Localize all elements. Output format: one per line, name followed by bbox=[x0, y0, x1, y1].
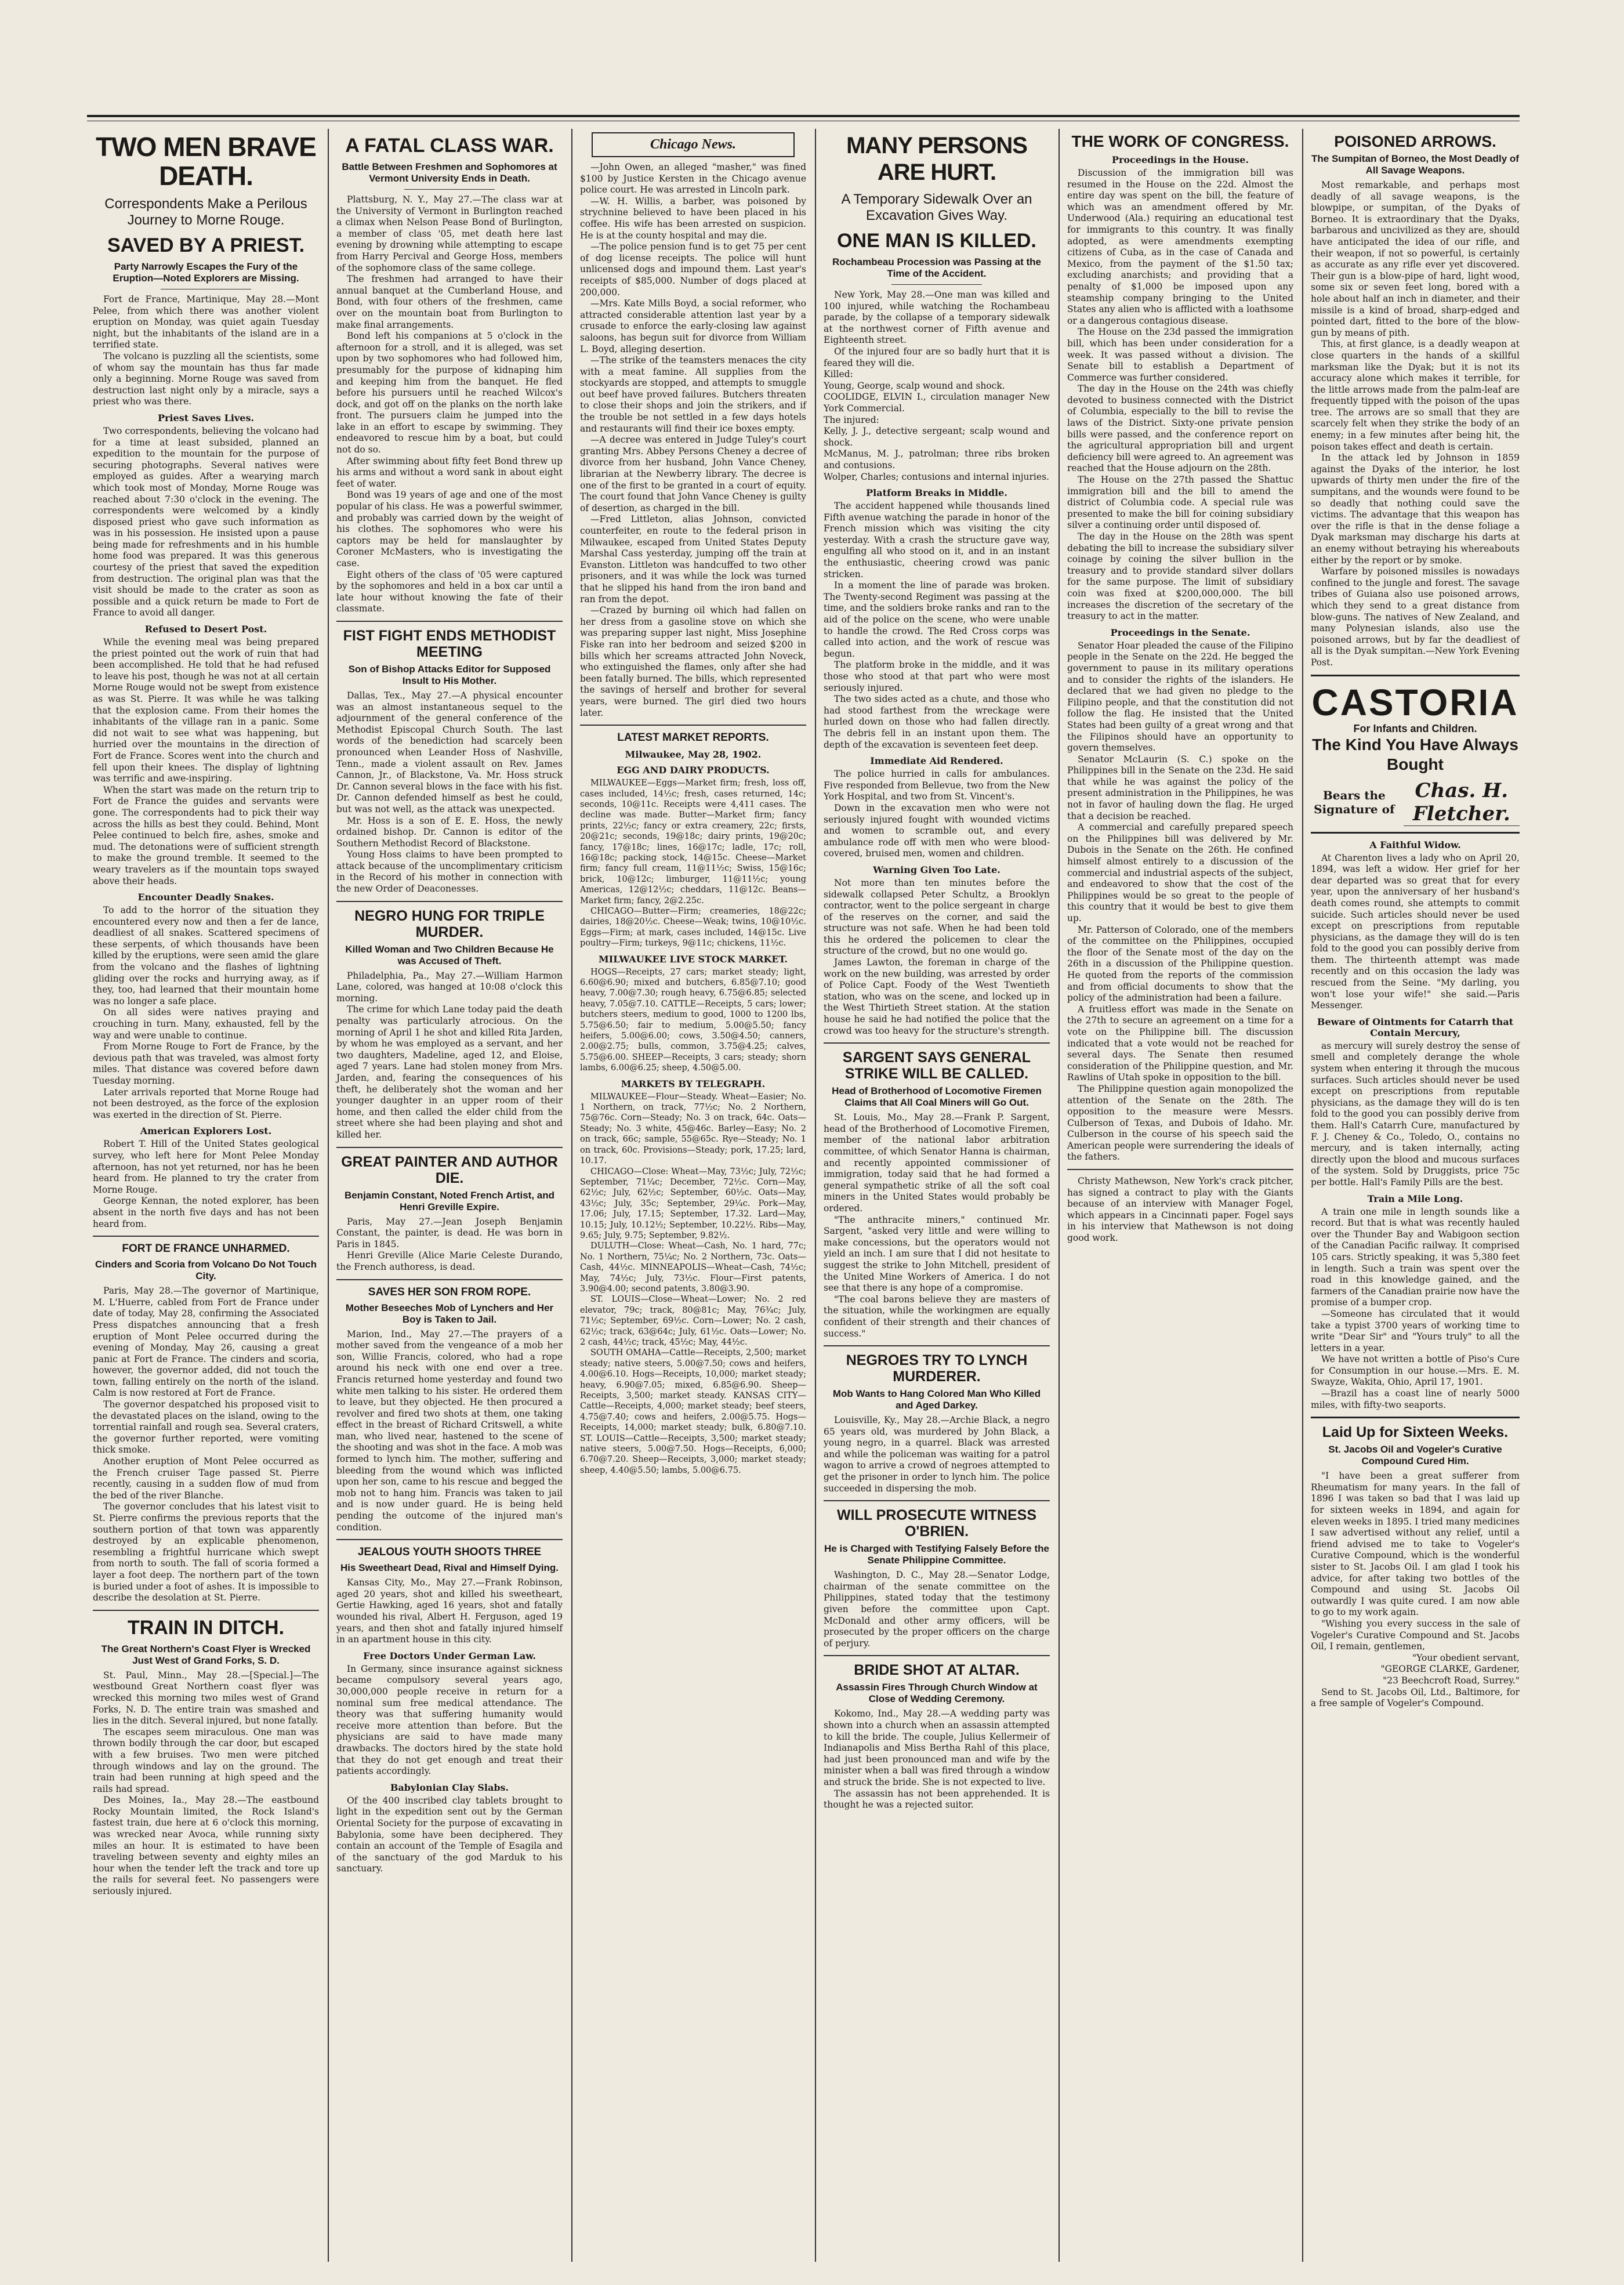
subheading: Proceedings in the Senate. bbox=[1110, 627, 1250, 638]
subheading: American Explorers Lost. bbox=[140, 1125, 272, 1137]
separator bbox=[336, 1539, 563, 1540]
deck: Benjamin Constant, Noted French Artist, and Henri Greville Expire. bbox=[344, 1189, 555, 1212]
paragraph: A fruitless effort was made in the Senate on the 27th to secure an agreement on a time for a vote on the Philippine bill. The discussion indicated that a vote would not be reached for several days. The Senate then resumed consideration of the Philippine question, and Mr. Rawlins of Utah spoke in opposition to the bill. bbox=[1067, 1004, 1293, 1083]
paragraph: At Charenton lives a lady who on April 20, 1894, was left a widow. Her grief for her dear departed was so great that for every year, upon the anniversary of her husband's death comes round, she attempts to commit suicide. Such articles should never be used except on prescriptions from reputable physicians, as the damage they will do is ten fold to the good you can possibly derive from them. The thirteenth attempt was made recently and on this occasion the lady was rescued from the Seine. "My darling, you won't lose your wife!" she said.—Paris Messenger. bbox=[1311, 852, 1520, 1011]
headline: POISONED ARROWS. bbox=[1334, 133, 1496, 150]
paragraph: Marion, Ind., May 27.—The prayers of a mother saved from the vengeance of a mob her son, Willie Francis, colored, who had a rope around his neck with one end over a tree. Francis returned home yesterday and found two white men talking to his sister. He ordered them to leave, but they objected. He then procured a revolver and fired two shots at them, one taking effect in the breast of Richard Critswell, a white man, who lived near, hastened to the scene of the shooting and was shot in the face. A mob was formed to lynch him. The mother, suffering and bleeding from the wound which was inflicted upon her son, came to his rescue and begged the mob not to hang him. Francis was taken to jail and is now under guard. He is being held pending the outcome of the injured man's condition. bbox=[336, 1328, 563, 1533]
list-item: Kelly, J. J., detective sergeant; scalp wound and shock. bbox=[824, 426, 1050, 448]
deck: St. Jacobs Oil and Vogeler's Curative Compound Cured Him. bbox=[1328, 1444, 1502, 1467]
subheading: MILWAUKEE LIVE STOCK MARKET. bbox=[599, 953, 788, 965]
paragraph: The police hurried in calls for ambulances. Five responded from Bellevue, two from the New York Hospital, and two from St. Vincent's. bbox=[824, 769, 1050, 802]
list-item: The injured: bbox=[824, 414, 879, 425]
subheading: Warning Given Too Late. bbox=[873, 864, 1000, 875]
separator bbox=[93, 1236, 319, 1237]
headline: SAVES HER SON FROM ROPE. bbox=[368, 1285, 531, 1298]
paragraph: The escapes seem miraculous. One man was thrown bodily through the car door, but escaped with a few bruises. Two men were pitched through windows and lay on the ground. The train had been running at high speed and the rails had spread. bbox=[93, 1726, 319, 1794]
market-report: DULUTH—Close: Wheat—Cash, No. 1 hard, 77c; No. 1 Northern, 75¼c; No. 2 Northern, 73c. Oats—Cash, 44½c. MINNEAPOLIS—Wheat—Cash, 74½c; May, 74½c; July, 73½c. Flour—First patents, 3.90@4.00; second patents, 3.80@3.90. bbox=[580, 1241, 806, 1294]
subheading: Encounter Deadly Snakes. bbox=[137, 892, 274, 903]
headline: NEGROES TRY TO LYNCH MURDERER. bbox=[846, 1352, 1028, 1385]
paragraph: Eight others of the class of '05 were captured by the sophomores and held in a box car until a late hour without knowing the fate of their classmate. bbox=[336, 569, 563, 614]
paragraph: Young Hoss claims to have been prompted to attack because of the uncomplimentary criticism in the Record of his mother in connection with the new Order of Deaconesses. bbox=[336, 849, 563, 895]
headline: SAVED BY A PRIEST. bbox=[107, 234, 305, 256]
separator bbox=[1311, 832, 1520, 834]
paragraph: Louisville, Ky., May 28.—Archie Black, a negro 65 years old, was murdered by John Black, a young negro, in a quarrel. Black was arrested and while the policeman was waiting for a patrol wagon to arrive a crowd of negroes attempted to get the prisoner in order to lynch him. The police succeeded in dispersing the mob. bbox=[824, 1415, 1050, 1494]
column-divider bbox=[1302, 129, 1303, 2262]
paragraph: The volcano is puzzling all the scientists, some of whom say the mountain has thus far made only a beginning. Morne Rouge was saved from destruction last night only by a miracle, says a priest who was there. bbox=[93, 350, 319, 407]
separator bbox=[891, 284, 982, 285]
headline: WILL PROSECUTE WITNESS O'BRIEN. bbox=[837, 1507, 1036, 1540]
deck: Rochambeau Procession was Passing at the Time of the Accident. bbox=[832, 256, 1041, 279]
ad-bears-label: Bears the Signature of bbox=[1314, 788, 1395, 817]
paragraph: Send to St. Jacobs Oil, Ltd., Baltimore, for a free sample of Vogeler's Compound. bbox=[1311, 1686, 1520, 1709]
market-report: CHICAGO—Close: Wheat—May, 73½c; July, 72½c; September, 71¼c; December, 72½c. Corn—May, 62½c; July, 62½c; September, 60½c. Oats—May, 43½c; July, 35c; September, 29¼c. Pork—May, 17.06; July, 17.15; September, 17.32. Lard—May, 10.15; July, 10.12½; September, 10.22½. Ribs—May, 9.65; July, 9.75; September, 9.82½. bbox=[580, 1167, 806, 1240]
separator bbox=[336, 621, 563, 622]
paragraph: Bond left his companions at 5 o'clock in the afternoon for a stroll, and it is alleged, was set upon by two sophomores who had followed him, presumably for the purpose of kidnaping him and keeping him from the banquet. He fled before his pursuers until he reached Wilcox's dock, and got off on the planks on the north lake front. The pursuers claim he jumped into the lake in an effort to escape by swimming. They endeavored to rescue him by a boat, but could not do so. bbox=[336, 331, 563, 455]
deck: The Sumpitan of Borneo, the Most Deadly of All Savage Weapons. bbox=[1311, 153, 1519, 176]
paragraph: Most remarkable, and perhaps most deadly of all savage weapons, is the blowpipe, or sumpitan, of the Dyaks of Borneo. It is extraordinary that the Dyaks, barbarous and uncivilized as they are, should have anticipated the idea of our rifle, and their weapon, if not so powerful, is certainly as accurate as any rifle ever yet discovered. Their gun is a blow-pipe of hard, light wood, some six or seven feet long, bored with a hole about half an inch in diameter, and their missile is a kind of broad, sharp-edged and pointed dart, fitted to the bore of the blow-gun by means of pith. bbox=[1311, 180, 1520, 338]
separator bbox=[824, 1345, 1050, 1346]
ad-title: CASTORIA bbox=[1311, 681, 1519, 723]
separator bbox=[336, 901, 563, 902]
paragraph: The accident happened while thousands lined Fifth avenue watching the parade in honor of the French mission which was visiting the city yesterday. With a crash the structure gave way, engulfing all who stood on it, and in an instant the enthusiastic, cheering crowd was panic stricken. bbox=[824, 501, 1050, 580]
signature-line: "Your obedient servant, bbox=[1412, 1652, 1520, 1663]
deck: Mother Beseeches Mob of Lynchers and Her Boy is Taken to Jail. bbox=[345, 1302, 554, 1325]
paragraph: A commercial and carefully prepared speech on the Philippines bill was delivered by Mr. Dubois in the Senate on the 26th. He confined himself almost entirely to a discussion of the commercial and industrial aspects of the subject, and endeavored to show that the cost of the Philippines would be so great to the people of this country that it would be best to give them up. bbox=[1067, 822, 1293, 924]
list-item: McManus, M. J., patrolman; three ribs broken and contusions. bbox=[824, 448, 1050, 470]
subheading: Proceedings in the House. bbox=[1111, 154, 1249, 165]
paragraph: The freshmen had arranged to have their annual banquet at the Cumberland House, and Bond, with four others of the freshmen, came over on the mountain boat from Burlington to make final arrangements. bbox=[336, 274, 563, 330]
deck: Mob Wants to Hang Colored Man Who Killed and Aged Darkey. bbox=[832, 1388, 1041, 1411]
paragraph: St. Louis, Mo., May 28.—Frank P. Sargent, head of the Brotherhood of Locomotive Firemen, member of the national labor arbitration committee, of which Senator Hanna is chairman, and recently appointed commissioner of immigration, today said that he had formed a general sympathetic strike of all the soft coal miners in the United States would probably be ordered. bbox=[824, 1112, 1050, 1214]
subheading: Train a Mile Long. bbox=[1367, 1193, 1463, 1204]
list-item: Young, George, scalp wound and shock. bbox=[824, 380, 1005, 391]
deck: Cinders and Scoria from Volcano Do Not Touch City. bbox=[95, 1259, 317, 1282]
headline: FIST FIGHT ENDS METHODIST MEETING bbox=[343, 627, 556, 660]
subheading: Platform Breaks in Middle. bbox=[866, 487, 1007, 499]
paragraph: —Someone has circulated that it would take a typist 3700 years of working time to write "Dear Sir" and "Yours truly" to all the letters in a year. bbox=[1311, 1308, 1520, 1353]
paragraph: New York, May 28.—One man was killed and 100 injured, while watching the Rochambeau parade, by the collapse of a temporary sidewalk at the northwest corner of Fifth avenue and Eighteenth street. bbox=[824, 289, 1050, 346]
ad-line: The Kind You Have Always Bought bbox=[1312, 735, 1518, 773]
headline: LATEST MARKET REPORTS. bbox=[617, 732, 769, 744]
paragraph: Washington, D. C., May 28.—Senator Lodge, chairman of the senate committee on the Philippines, stated today that the testimony given before the committee upon Capt. McDonald and other army officers, will be prosecuted by the proper officers on the charge of perjury. bbox=[824, 1570, 1050, 1649]
paragraph: James Lawton, the foreman in charge of the work on the new building, was arrested by order of Police Capt. Foody of the West Twentieth station, who was on the scene, and locked up in the West Thirtieth Street station. At the station house he said he had notified the police that the crowd was too heavy for the structure's strength. bbox=[824, 957, 1050, 1036]
subheading: Babylonian Clay Slabs. bbox=[390, 1781, 509, 1793]
paragraph: George Kennan, the noted explorer, has been absent in the north five days and has not been heard from. bbox=[93, 1196, 319, 1229]
paragraph: In Germany, since insurance against sickness became compulsory several years ago, 30,000,000 people receive in return for a nominal sum free medical attendance. The theory was that suffering humanity would receive more attention than before. But the physicians are said to have made many drawbacks. The doctors hired by the state hold that they do not get enough and treat their patients accordingly. bbox=[336, 1663, 563, 1777]
column-4 bbox=[818, 129, 1056, 2262]
headline: GREAT PAINTER AND AUTHOR DIE. bbox=[341, 1153, 558, 1186]
paragraph: The House on the 27th passed the Shattuc immigration bill and the bill to amend the district of Columbia code. A special rule was presented to make the bill for coining subsidiary silver a continuing order until disposed of. bbox=[1067, 475, 1293, 531]
subheading: EGG AND DAIRY PRODUCTS. bbox=[617, 765, 770, 776]
headline: JEALOUS YOUTH SHOOTS THREE bbox=[357, 1546, 542, 1559]
column-1 bbox=[87, 129, 325, 2262]
headline: TWO MEN BRAVE DEATH. bbox=[96, 132, 316, 191]
column-divider bbox=[815, 129, 816, 2262]
paragraph: The assassin has not been apprehended. It is thought he was a rejected suitor. bbox=[824, 1788, 1050, 1810]
paragraph: Bond was 19 years of age and one of the most popular of his class. He was a powerful swimmer, and probably was carried down by the weight of his clothes. The sophomores who were his captors may be held for manslaughter by Coroner McMasters, who is investigating the case. bbox=[336, 490, 563, 568]
separator bbox=[336, 1147, 563, 1148]
paragraph: Des Moines, Ia., May 28.—The eastbound Rocky Mountain limited, the Rock Island's fastest train, due here at 6 o'clock this morning, was wrecked near Avoca, while running sixty miles an hour. It is estimated to have been traveling between seventy and eighty miles an hour when the tender left the track and tore up the rails for several feet. No passengers were seriously injured. bbox=[93, 1795, 319, 1897]
paragraph: Of the 400 inscribed clay tablets brought to light in the expedition sent out by the German Oriental Society for the purpose of excavating in Babylonia, some have been deciphered. They contain an account of the Temple of Esagila and of the sanctuary of the god Marduk to his sanctuary. bbox=[336, 1795, 563, 1874]
headline: TRAIN IN DITCH. bbox=[127, 1616, 285, 1639]
deck: Correspondents Make a Perilous Journey to Morne Rouge. bbox=[104, 196, 307, 228]
subheading: Free Doctors Under German Law. bbox=[363, 1650, 536, 1661]
headline: MANY PERSONS ARE HURT. bbox=[846, 133, 1027, 185]
paragraph: as mercury will surely destroy the sense of smell and completely derange the whole system when entering it through the mucous surfaces. Such articles should never be used except on prescriptions from reputable physicians, as the damage they will do is ten fold to the good you can possibly derive from them. Hall's Catarrh Cure, manufactured by F. J. Cheney & Co., Toledo, O., contains no mercury, and is taken internally, acting directly upon the blood and mucous surfaces of the system. Sold by Druggists, price 75c per bottle. Hall's Family Pills are the best. bbox=[1311, 1040, 1520, 1187]
subheading: Immediate Aid Rendered. bbox=[870, 755, 1003, 767]
paragraph: After swimming about fifty feet Bond threw up his arms and without a word sank in about eight feet of water. bbox=[336, 455, 563, 489]
paragraph: Mr. Patterson of Colorado, one of the members of the committee on the Philippines, occupied the floor of the Senate most of the day on the 26th in a discussion of the Philippine question. He quoted from the reports of the commission and from official documents to show that the policy of the administration had been a failure. bbox=[1067, 924, 1293, 1004]
headline: BRIDE SHOT AT ALTAR. bbox=[854, 1662, 1020, 1679]
deck: Killed Woman and Two Children Because He was Accused of Theft. bbox=[345, 943, 554, 966]
headline: Laid Up for Sixteen Weeks. bbox=[1322, 1424, 1509, 1441]
headline: NEGRO HUNG FOR TRIPLE MURDER. bbox=[354, 907, 545, 940]
paragraph: A train one mile in length sounds like a record. But that is what was recently hauled over the Thunder Bay and Wabigoon section of the Canadian Pacific railway. It comprised 105 cars. Strictly speaking, it was 5,380 feet in length. Such a train was spent over the road in this knowledge gained, and the farmers of the Canadian prairie now have the promise of a bumper crop. bbox=[1311, 1206, 1520, 1308]
paragraph: Not more than ten minutes before the sidewalk collapsed Peter Schultz, a Brooklyn contractor, went to the police sergeant in charge of the reserves on the corner, and said the structure was not safe. When he had been told this he ordered the policemen to clear the structure of the crowd, but no one would go. bbox=[824, 877, 1050, 957]
paragraph: In the attack led by Johnson in 1859 against the Dyaks of the interior, he lost upwards of thirty men under the fire of the sumpitans, and the wounds were found to be so deadly that nothing could save the victims. The advantage that this weapon has over the rifle is that in the dense foliage a Dyak marksman may discharge his darts at an enemy without betraying his whereabouts either by the report or by smoke. bbox=[1311, 452, 1520, 566]
paragraph: Philadelphia, Pa., May 27.—William Harmon Lane, colored, was hanged at 10:08 o'clock this morning. bbox=[336, 970, 563, 1004]
deck: Assassin Fires Through Church Window at Close of Wedding Ceremony. bbox=[836, 1682, 1038, 1705]
paragraph: While the evening meal was being prepared the priest pointed out the work of ruin that had been accomplished. He told that he had refused to leave his post, though he was not at all certain Morne Rouge would not be swept from existence as was St. Pierre. It was while he was talking that the explosion came. From their homes the inhabitants of the village ran in a panic. Some did not wait to see what was happening, but hurried over the mountains in the direction of Fort de France. Scores went into the church and fell upon their knees. The display of lightning was terrific and awe-inspiring. bbox=[93, 637, 319, 784]
deck: His Sweetheart Dead, Rival and Himself Dying. bbox=[340, 1562, 559, 1574]
paragraph: The day in the House on the 28th was spent debating the bill to increase the subsidiary silver coinage by coining the silver bullion in the treasury and to provide standard silver dollars for the same purpose. The limit of subsidiary coin was fixed at $200,000,000. The bill increases the discretion of the secretary of the treasury to act in the matter. bbox=[1067, 531, 1293, 622]
paragraph: Warfare by poisoned missiles is nowadays confined to the jungle and forest. The savage tribes of Guiana also use poisoned arrows, which they send to a great distance from blow-guns. The natives of New Zealand, and many Polynesian islands, also use the poisoned arrows, but by far the deadliest of all is the Dyak sumpitan.—New York Evening Post. bbox=[1311, 566, 1520, 668]
list-item: Wolper, Charles; contusions and internal injuries. bbox=[824, 471, 1049, 482]
paragraph: The governor despatched his proposed visit to the devastated places on the island, owing to the torrential rainfall and rough sea. Several craters, the governor further reported, were vomiting thick smoke. bbox=[93, 1399, 319, 1455]
paragraph: The day in the House on the 24th was chiefly devoted to business connected with the District of Columbia, especially to the bill to revise the laws of the District. Sixty-one private pension bills were passed, and the conference report on the agricultural appropriation bill and urgent deficiency bill were agreed to. An agreement was reached that the House adjourn on the 28th. bbox=[1067, 383, 1293, 474]
paragraph: Two correspondents, believing the volcano had for a time at least subsided, planned an expedition to the mountain for the purpose of securing photographs. Several natives were employed as guides. After a wearying march which took most of Monday, Morne Rouge was reached about 7:30 o'clock in the evening. The correspondents were welcomed by a kindly disposed priest who gave such information as was in his possession. He insisted upon a pause being made for refreshments and in his humble home food was prepared. It was this generous courtesy of the priest that saved the expedition from destruction. The original plan was that the visit should be made to the crater as soon as possible and a quick return be made to Fort de France to avoid all danger. bbox=[93, 425, 319, 618]
paragraph: Robert T. Hill of the United States geological survey, who left here for Mont Pelee Monday afternoon, has not yet returned, nor has he been heard from. He planned to try the crater from Morne Rouge. bbox=[93, 1139, 319, 1195]
paragraph: The House on the 23d passed the immigration bill, which has been under consideration for a week. It was passed without a division. The Senate bill to establish a Department of Commerce was further considered. bbox=[1067, 327, 1293, 383]
market-report: MILWAUKEE—Eggs—Market firm; fresh, loss off, cases included, 14½c; fresh, cases returned, 14c; seconds, 10@11c. Receipts were 4,411 cases. The decline was made. Butter—Market firm; fancy prints, 22½c; fancy or extra creamery, 22c; firsts, 20@21c; seconds, 19@18c; dairy prints, 19@20c; fancy, 17@18c; lines, 16@17c; ladle, 17c; roll, 16@18c; packing stock, 14@15c. Cheese—Market firm; fancy full cream, 11@11½c; Swiss, 15@16c; brick, 10@12c; limburger, 11@11½c; young Americas, 12@12½c; cheddars, 11@12c. Beans—Market firm; fancy, 2@2.25c. bbox=[580, 778, 806, 906]
paragraph: —A decree was entered in Judge Tuley's court granting Mrs. Abbey Persons Cheney a decree of divorce from her husband, John Vance Cheney, librarian at the Newberry library. The decree is one of the first to be granted in a court of equity. The court found that John Vance Cheney is guilty of desertion, as charged in the bill. bbox=[580, 434, 806, 513]
subheading: A Faithful Widow. bbox=[1369, 839, 1461, 850]
castoria-advertisement bbox=[1311, 682, 1520, 826]
separator bbox=[1311, 675, 1520, 676]
list-item: COOLIDGE, ELVIN I., circulation manager New York Commercial. bbox=[824, 392, 1050, 414]
paragraph: Kansas City, Mo., May 27.—Frank Robinson, aged 20 years, shot and killed his sweetheart, Gertie Hawking, aged 16 years, shot and fatally wounded his rival, Albert H. Ferguson, aged 19 years, and then shot and fatally injured himself in an apartment house in this city. bbox=[336, 1577, 563, 1645]
section-banner: Chicago News. bbox=[592, 132, 795, 157]
paragraph: —The strike of the teamsters menaces the city with a meat famine. All supplies from the stockyards are stopped, and attempts to smuggle out beef have proved failures. Butchers threaten to close their shops and join the strikers, and if the trouble be not settled in a few days hotels and restaurants will find their ice boxes empty. bbox=[580, 355, 806, 434]
ad-signature-row bbox=[1311, 779, 1520, 826]
paragraph: Plattsburg, N. Y., May 27.—The class war at the University of Vermont in Burlington reached a climax when Nelson Pease Bond of Burlington, a member of class '05, met death here last evening by drowning while attempting to escape from Harry Percival and George Hoss, members of the sophomore class of the same college. bbox=[336, 194, 563, 273]
paragraph: Down in the excavation men who were not seriously injured fought with wounded victims and women to scramble out, and every ambulance rode off with men who were blood-covered, bruised men, women and children. bbox=[824, 802, 1050, 859]
paragraph: —W. H. Willis, a barber, was poisoned by strychnine believed to have been placed in his coffee. His wife has been arrested on suspicion. He is at the county hospital and may die. bbox=[580, 195, 806, 241]
paragraph: Fort de France, Martinique, May 28.—Mont Pelee, from which there was another violent eruption on Monday, was quiet again Tuesday night, but the inhabitants of the island are in a terrified state. bbox=[93, 294, 319, 350]
deck: The Great Northern's Coast Flyer is Wrecked Just West of Grand Forks, S. D. bbox=[101, 1643, 311, 1666]
paragraph: —The police pension fund is to get 75 per cent of dog license receipts. The police will hunt unlicensed dogs and impound them. Last year's receipts of $85,000. Number of dogs placed at 200,000. bbox=[580, 241, 806, 298]
subheading: MARKETS BY TELEGRAPH. bbox=[621, 1078, 766, 1089]
paragraph: Mr. Hoss is a son of E. E. Hoss, the newly ordained bishop. Dr. Cannon is editor of the Southern Methodist Record of Blackstone. bbox=[336, 815, 563, 849]
paragraph: From Morne Rouge to Fort de France, by the devious path that was traveled, was almost forty miles. That distance was covered before dawn Tuesday morning. bbox=[93, 1041, 319, 1086]
masthead-rule bbox=[87, 115, 1520, 121]
paragraph: The crime for which Lane today paid the death penalty was particularly atrocious. On the morning of April 1 he shot and killed Rita Jarden, by whom he was employed as a servant, and her two daughters, Madeline, aged 12, and Eloise, aged 7 years. Lane had stolen money from Mrs. Jarden, and, fearing the consequences of his theft, he deliberately shot the woman and her younger daughter in an upper room of their home, and then called the elder child from the street where she had been playing and shot and killed her. bbox=[336, 1004, 563, 1140]
deck: Party Narrowly Escapes the Fury of the Eruption—Noted Explorers are Missing. bbox=[113, 261, 299, 284]
paragraph: On all sides were natives praying and crouching in turn. Many, exhausted, fell by the way and were unable to continue. bbox=[93, 1007, 319, 1041]
paragraph: —Fred Littleton, alias Johnson, convicted counterfeiter, en route to the federal prison in Milwaukee, escaped from United States Deputy Marshal Cass yesterday, jumping off the train at Evanston. Littleton was handcuffed to two other prisoners, and it was while the lock was turned that he slipped his hand from the iron band and ran from the depot. bbox=[580, 514, 806, 604]
subheading: Refused to Desert Post. bbox=[144, 624, 267, 635]
paragraph: Christy Mathewson, New York's crack pitcher, has signed a contract to play with the Giants because of an interview with Manager Fogel, which appears in a Cincinnati paper. Fogel says in his interview that Mathewson is not doing good work. bbox=[1067, 1176, 1293, 1244]
separator bbox=[580, 725, 806, 726]
paragraph: Of the injured four are so badly hurt that it is feared they will die. bbox=[824, 346, 1050, 368]
market-report: SOUTH OMAHA—Cattle—Receipts, 2,500; market steady; native steers, 5.00@7.50; cows and heifers, 4.00@6.10. Hogs—Receipts, 10,000; market steady; heavy, 6.90@7.05; mixed, 6.85@6.90. Sheep—Receipts, 3,500; market steady. KANSAS CITY—Cattle—Receipts, 4,000; market steady; beef steers, 4.75@7.40; cows and heifers, 2.00@5.75. Hogs—Receipts, 14,000; market steady; bulk, 6.80@7.10. ST. LOUIS—Cattle—Receipts, 3,500; market steady; native steers, 5.00@7.50. Hogs—Receipts, 6,000; 6.70@7.20. Sheep—Receipts, 3,000; market steady; sheep, 4.40@5.50; lambs, 5.00@6.75. bbox=[580, 1348, 806, 1475]
ad-line: For Infants and Children. bbox=[1353, 722, 1477, 734]
headline: SARGENT SAYS GENERAL STRIKE WILL BE CALLED. bbox=[842, 1049, 1031, 1082]
separator bbox=[824, 1500, 1050, 1501]
signature-line: "23 Beechcroft Road, Surrey." bbox=[1383, 1675, 1520, 1686]
separator bbox=[93, 1610, 319, 1611]
paragraph: Discussion of the immigration bill was resumed in the House on the 22d. Almost the entire day was spent on the bill, the feature of which was an amendment offered by Mr. Underwood (Ala.) requiring an educational test for immigrants to this country. It was finally adopted, as were amendments exempting citizens of Cuba, as in the case of Canada and Mexico, from the payment of the $1.50 tax; excluding anarchists; and providing that a penalty of $1,000 be imposed upon any steamship company bringing to the United States any alien who is afflicted with a loathsome or a dangerous contagious disease. bbox=[1067, 168, 1293, 326]
paragraph: Senator McLaurin (S. C.) spoke on the Philippines bill in the Senate on the 23d. He said that while he was against the policy of the present administration in the Philippines, he was not in favor of hauling down the flag. He urged that a decision be reached. bbox=[1067, 754, 1293, 821]
headline: A FATAL CLASS WAR. bbox=[345, 135, 554, 157]
signature: Chas. H. Fletcher. bbox=[1404, 779, 1520, 826]
column-divider bbox=[571, 129, 572, 2262]
deck: A Temporary Sidewalk Over an Excavation Gives Way. bbox=[841, 191, 1032, 223]
column-5 bbox=[1061, 129, 1299, 2262]
paragraph: —Brazil has a coast line of nearly 5000 miles, with fifty-two seaports. bbox=[1311, 1388, 1520, 1410]
paragraph: Paris, May 28.—The governor of Martinique, M. L'Huerre, cabled from Fort de France under date of today, May 28, confirming the Associated Press dispatches announcing that a fresh eruption of Mont Pelee occurred during the evening of Monday, May 26, causing a great panic at Fort de France. The cinders and scoria, however, the governor added, did not touch the town, falling entirely on the north of the island. Calm is now restored at Fort de France. bbox=[93, 1285, 319, 1399]
deck: Head of Brotherhood of Locomotive Firemen Claims that All Coal Miners will Go Out. bbox=[832, 1085, 1042, 1109]
dateline: Milwaukee, May 28, 1902. bbox=[625, 749, 762, 761]
column-divider bbox=[328, 129, 329, 2262]
deck: He is Charged with Testifying Falsely Before the Senate Philippine Committee. bbox=[824, 1543, 1049, 1566]
paragraph: "The anthracite miners," continued Mr. Sargent, "asked very little and were willing to make concessions, but the operators would not yield an inch. I am sure that I did not hesitate to suggest the strike to John Mitchell, president of the United Mine Workers of America. I do not see that there is any hope of a compromise. bbox=[824, 1214, 1050, 1294]
deck: Battle Between Freshmen and Sophomores at Vermont University Ends in Death. bbox=[342, 161, 557, 184]
paragraph: The Philippine question again monopolized the attention of the Senate on the 28th. The opposition to the measure were Messrs. Culberson of Texas, and Dubois of Idaho. Mr. Culberson in the course of his speech said the American people were surrendering the ideals of the fathers. bbox=[1067, 1083, 1293, 1163]
deck: Son of Bishop Attacks Editor for Supposed Insult to His Mother. bbox=[348, 663, 551, 686]
paragraph: Another eruption of Mont Pelee occurred as the French cruiser Tage passed St. Pierre recently, causing in a sudden flow of mud from the bed of the river Blanche. bbox=[93, 1456, 319, 1501]
separator bbox=[336, 1279, 563, 1280]
paragraph: "I have been a great sufferer from Rheumatism for many years. In the fall of 1896 I was taken so bad that I was laid up for sixteen weeks in 1894, and again for eleven weeks in 1895. I tried many medicines I saw advertised without any relief, until a friend advised me to take to Vogeler's Curative Compound, which is the wonderful sister to St. Jacobs Oil. I am glad I took his advice, for after taking two bottles of the Compound and using St. Jacobs Oil outwardly I was quite cured. I am now able to go to my work again. bbox=[1311, 1471, 1520, 1618]
separator bbox=[824, 1655, 1050, 1656]
paragraph: This, at first glance, is a deadly weapon at close quarters in the hands of a skillful marksman like the Dyak; but it is not its accuracy alone which makes it terrible, for the little arrows made from the palm-leaf are frequently tipped with the poison of the upas tree. The arrows are so small that they are scarcely felt when they strike the body of an enemy; in a few minutes after being hit, the poison takes effect and death is certain. bbox=[1311, 339, 1520, 452]
headline: FORT DE FRANCE UNHARMED. bbox=[122, 1243, 290, 1255]
subheading: Beware of Ointments for Catarrh that Contain Mercury, bbox=[1317, 1016, 1514, 1038]
paragraph: "The coal barons believe they are masters of the situation, while the workingmen are equally confident of their strength and their chances of success." bbox=[824, 1294, 1050, 1339]
market-report: MILWAUKEE—Flour—Steady. Wheat—Easier; No. 1 Northern, on track, 77½c; No. 2 Northern, 75@76c. Corn—Steady; No. 3 on track, 64c. Oats—Steady; No. 3 white, 45@46c. Barley—Easy; No. 2 on track, 66c; sample, 55@65c. Rye—Steady; No. 1 on track, 60c. Provisions—Steady; pork, 17.25; lard, 10.17. bbox=[580, 1092, 806, 1166]
paragraph: Later arrivals reported that Morne Rouge had not been destroyed, as the force of the explosion was exerted in the direction of St. Pierre. bbox=[93, 1087, 319, 1120]
column-divider bbox=[1058, 129, 1060, 2262]
paragraph: In a moment the line of parade was broken. The Twenty-second Regiment was passing at the time, and the soldiers broke ranks and ran to the aid of the police on the scene, who were unable to handle the crowd. The Red Cross corps was called into action, and the work of rescue was begun. bbox=[824, 580, 1050, 659]
paragraph: The governor concludes that his latest visit to St. Pierre confirms the previous reports that the southern portion of that town was apparently destroyed by an explicable phenomenon, resembling a frightful hurricane which swept from north to south. The fall of scoria formed a layer a foot deep. The northern part of the town is buried under a foot of ashes. It is impossible to describe the desolation at St. Pierre. bbox=[93, 1501, 319, 1603]
paragraph: —Mrs. Kate Mills Boyd, a social reformer, who attracted considerable attention last year by a crusade to enforce the early-closing law against saloons, has begun suit for divorce from William L. Boyd, alleging desertion. bbox=[580, 298, 806, 354]
paragraph: —Crazed by burning oil which had fallen on her dress from a gasoline stove on which she was preparing supper last night, Miss Josephine Fiske ran into her bedroom and seized $200 in bills which her screams attracted John Noveck, who extinguished the flames, only after she had been fatally burned. The bills, which represented the savings of herself and brother for several years, were burned. The girl died two hours later. bbox=[580, 605, 806, 718]
paragraph: Paris, May 27.—Jean Joseph Benjamin Constant, the painter, is dead. He was born in Paris in 1845. bbox=[336, 1216, 563, 1250]
separator bbox=[404, 189, 495, 190]
paragraph: —John Owen, an alleged "masher," was fined $100 by Justice Kersten in the Chicago avenue police court. He was arrested in Lincoln park. bbox=[580, 162, 806, 195]
paragraph: We have not written a bottle of Piso's Cure for Consumption in our house.—Mrs. E. M. Swayze, Wakita, Ohio, April 17, 1901. bbox=[1311, 1354, 1520, 1388]
market-report: ST. LOUIS—Close—Wheat—Lower; No. 2 red elevator, 79c; track, 80@81c; May, 76¾c; July, 71½c; September, 69½c. Corn—Lower; No. 2 cash, 62½c; track, 63@64c; July, 61½c. Oats—Lower; No. 2 cash, 44½c; track, 45½c; May, 44½c. bbox=[580, 1295, 806, 1347]
paragraph: The platform broke in the middle, and it was those who stood at that part who were most seriously injured. bbox=[824, 660, 1050, 693]
paragraph: Dallas, Tex., May 27.—A physical encounter was an almost instantaneous sequel to the adjournment of the general conference of the Methodist Episcopal Church South. The last words of the benediction had scarcely been pronounced when Leander Hoss of Nashville, Tenn., made a violent assault on Rev. James Cannon, Jr., of Blackstone, Va. Mr. Hoss struck Dr. Cannon several blows in the face with his fist. Dr. Cannon defended himself as best he could, but was not well, as the attack was unexpected. bbox=[336, 690, 563, 814]
list-item: Killed: bbox=[824, 369, 853, 380]
paragraph: To add to the horror of the situation they encountered every now and then a fer de lance, deadliest of all snakes. Scattered specimens of these serpents, of which thousands have been killed by the eruptions, were seen amid the glare from the volcano and the flashes of lightning gliding over the rocks and hurrying away, as if they, too, had learned that their mountain home was no longer a safe place. bbox=[93, 905, 319, 1006]
subheading: Priest Saves Lives. bbox=[157, 412, 255, 423]
paragraph: When the start was made on the return trip to Fort de France the guides and servants were gone. The correspondents had to pick their way across the hills as best they could. Behind, Mont Pelee continued to belch fire, ashes, smoke and mud. The detonations were of sufficient strength to make the ground tremble. It seemed to the weary travelers as if the mountain tops swayed above their heads. bbox=[93, 784, 319, 886]
column-3 bbox=[574, 129, 812, 2262]
column-6 bbox=[1305, 129, 1525, 2262]
separator bbox=[1067, 1169, 1293, 1170]
paragraph: Senator Hoar pleaded the cause of the Filipino people in the Senate on the 22d. He begged the government to pause in its military operations and to consider the rights of the islanders. He declared that we had given no pledge to the Filipino people, and that the constitution did not follow the flag. He insisted that the United States had been guilty of a great wrong and that the Filipinos should have an opportunity to govern themselves. bbox=[1067, 640, 1293, 754]
paragraph: Kokomo, Ind., May 28.—A wedding party was shown into a church when an assassin attempted to kill the bride. The couple, Julius Kellermeir of Indianapolis and Miss Bertha Rahl of this place, had just been pronounced man and wife by the minister when a ball was fired through a window and struck the bride. She is not expected to live. bbox=[824, 1708, 1050, 1787]
paragraph: The two sides acted as a chute, and those who had stood farthest from the wreckage were hurled down on those who had fallen directly. The debris fell in an instant upon them. The depth of the excavation is seventeen feet deep. bbox=[824, 694, 1050, 750]
signature-line: "GEORGE CLARKE, Gardener, bbox=[1380, 1664, 1520, 1675]
column-2 bbox=[331, 129, 568, 2262]
headline: ONE MAN IS KILLED. bbox=[837, 230, 1036, 252]
paragraph: "Wishing you every success in the sale of Vogeler's Curative Compound and St. Jacobs Oil, I remain, gentlemen, bbox=[1311, 1618, 1520, 1652]
paragraph: St. Paul, Minn., May 28.—[Special.]—The westbound Great Northern coast flyer was wrecked this morning two miles west of Grand Forks, N. D. The entire train was smashed and lies in the ditch. Several injured, but none fatally. bbox=[93, 1670, 319, 1726]
market-report: CHICAGO—Butter—Firm; creameries, 18@22c; dairies, 18@20½c. Cheese—Weak; twins, 10@10½c. Eggs—Firm; at mark, cases included, 14@15c. Live poultry—Firm; turkeys, 9@11c; chickens, 11½c. bbox=[580, 906, 806, 948]
headline: THE WORK OF CONGRESS. bbox=[1071, 132, 1289, 150]
separator bbox=[824, 1042, 1050, 1044]
market-report: HOGS—Receipts, 27 cars; market steady; light, 6.60@6.90; mixed and butchers, 6.85@7.10; good heavy, 7.00@7.30; rough heavy, 6.75@6.85; selected heavy, 7.05@7.10. CATTLE—Receipts, 5 cars; lower; butchers steers, medium to good, 1000 to 1200 lbs, 5.75@6.50; fair to medium, 5.00@5.50; fancy heifers, 5.00@6.00; cows, 3.50@4.50; canners, 2.00@2.75; bulls, common, 3.75@4.25; calves, 5.75@6.00. SHEEP—Receipts, 3 cars; steady; shorn lambs, 6.00@6.25; sheep, 4.50@5.00. bbox=[580, 967, 806, 1073]
paragraph: Henri Greville (Alice Marie Celeste Durando, the French authoress, is dead. bbox=[336, 1250, 563, 1272]
separator bbox=[1311, 1417, 1520, 1418]
